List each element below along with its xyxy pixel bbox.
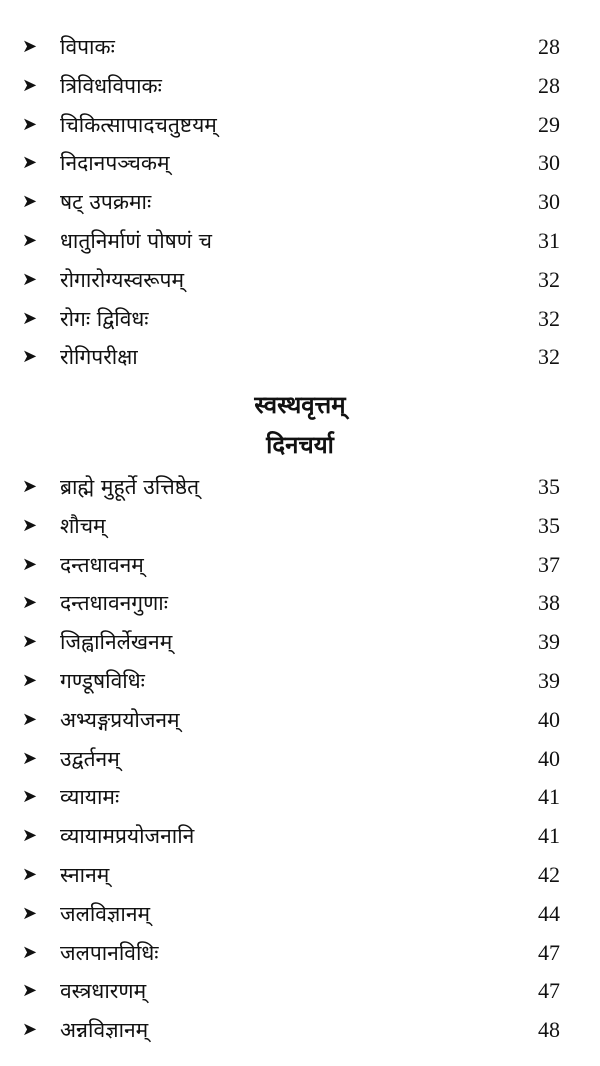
- entry-page-number: 47: [538, 978, 560, 1004]
- arrowhead-bullet-icon: ➤: [22, 863, 38, 885]
- arrowhead-bullet-icon: ➤: [22, 113, 38, 135]
- entry-page-number: 44: [538, 900, 560, 926]
- entry-title: धातुनिर्माणं पोषणं च: [60, 228, 212, 253]
- entry-page-number: 41: [538, 784, 560, 810]
- arrowhead-bullet-icon: ➤: [22, 152, 38, 174]
- toc-entry: [0, 468, 600, 507]
- arrowhead-bullet-icon: ➤: [22, 229, 38, 251]
- toc-entry: [0, 67, 600, 106]
- entry-page-number: 30: [538, 150, 560, 176]
- entry-page-number: 41: [538, 823, 560, 849]
- arrowhead-bullet-icon: ➤: [22, 476, 38, 497]
- entry-title: विपाकः: [60, 35, 115, 59]
- subsection-heading: दिनचर्या: [266, 430, 334, 459]
- entry-page-number: 38: [538, 590, 560, 616]
- entry-title: व्यायामः: [60, 785, 120, 810]
- entry-title: गण्डूषविधिः: [60, 668, 145, 693]
- entry-title: उद्वर्तनम्: [60, 746, 120, 771]
- entry-title: जलपानविधिः: [60, 940, 159, 965]
- toc-entry: [0, 261, 600, 300]
- toc-entry: [0, 778, 600, 817]
- entry-page-number: 39: [538, 667, 560, 693]
- toc-entry: [0, 1011, 600, 1050]
- entry-page-number: 42: [538, 861, 560, 887]
- toc-entry: [0, 338, 600, 377]
- arrowhead-bullet-icon: ➤: [22, 36, 38, 57]
- entry-title: षट् उपक्रमाः: [60, 190, 152, 215]
- toc-entry: [0, 623, 600, 662]
- entry-title: अन्नविज्ञानम्: [60, 1018, 149, 1043]
- toc-list-part-1: [0, 28, 600, 377]
- toc-entry: [0, 584, 600, 623]
- entry-page-number: 31: [538, 227, 560, 253]
- arrowhead-bullet-icon: ➤: [22, 1019, 38, 1041]
- entry-page-number: 32: [538, 266, 560, 292]
- toc-entry: [0, 106, 600, 145]
- toc-entry: [0, 222, 600, 261]
- arrowhead-bullet-icon: ➤: [22, 74, 38, 96]
- entry-page-number: 40: [538, 745, 560, 771]
- toc-entry: [0, 662, 600, 701]
- entry-page-number: 32: [538, 344, 560, 370]
- arrowhead-bullet-icon: ➤: [22, 941, 38, 963]
- entry-title: शौचम्: [60, 513, 106, 538]
- arrowhead-bullet-icon: ➤: [22, 902, 38, 924]
- entry-title: अभ्यङ्गप्रयोजनम्: [60, 707, 180, 732]
- entry-title: निदानपञ्चकम्: [60, 151, 170, 176]
- entry-title: चिकित्सापादचतुष्टयम्: [60, 112, 217, 137]
- toc-entry: [0, 740, 600, 779]
- arrowhead-bullet-icon: ➤: [22, 631, 38, 653]
- toc-entry: [0, 507, 600, 546]
- arrowhead-bullet-icon: ➤: [22, 307, 38, 329]
- arrowhead-bullet-icon: ➤: [22, 708, 38, 730]
- entry-page-number: 48: [538, 1017, 560, 1043]
- entry-page-number: 28: [538, 34, 560, 59]
- entry-page-number: 37: [538, 551, 560, 577]
- entry-page-number: 32: [538, 305, 560, 331]
- entry-title: रोगः द्विविधः: [60, 306, 149, 331]
- arrowhead-bullet-icon: ➤: [22, 268, 38, 290]
- entry-page-number: 29: [538, 111, 560, 137]
- arrowhead-bullet-icon: ➤: [22, 747, 38, 769]
- entry-title: व्यायामप्रयोजनानि: [60, 824, 195, 849]
- entry-title: रोगिपरीक्षा: [60, 345, 138, 370]
- toc-entry: [0, 895, 600, 934]
- toc-entry: [0, 701, 600, 740]
- entry-page-number: 30: [538, 189, 560, 215]
- arrowhead-bullet-icon: ➤: [22, 786, 38, 808]
- toc-entry: [0, 300, 600, 339]
- toc-entry: [0, 972, 600, 1011]
- entry-title: जलविज्ञानम्: [60, 901, 151, 926]
- entry-page-number: 47: [538, 939, 560, 965]
- toc-entry: [0, 546, 600, 585]
- entry-title: ब्राह्मे मुहूर्ते उत्तिष्ठेत्: [60, 475, 200, 499]
- arrowhead-bullet-icon: ➤: [22, 980, 38, 1002]
- arrowhead-bullet-icon: ➤: [22, 514, 38, 536]
- entry-page-number: 35: [538, 512, 560, 538]
- toc-entry: [0, 144, 600, 183]
- arrowhead-bullet-icon: ➤: [22, 346, 38, 368]
- entry-title: त्रिविधविपाकः: [60, 73, 162, 98]
- entry-page-number: 28: [538, 72, 560, 98]
- arrowhead-bullet-icon: ➤: [22, 669, 38, 691]
- toc-entry: [0, 183, 600, 222]
- entry-title: वस्त्रधारणम्: [60, 979, 147, 1004]
- toc-entry: [0, 934, 600, 973]
- arrowhead-bullet-icon: ➤: [22, 592, 38, 614]
- arrowhead-bullet-icon: ➤: [22, 191, 38, 213]
- entry-title: दन्तधावनगुणाः: [60, 591, 168, 616]
- entry-page-number: 40: [538, 706, 560, 732]
- toc-list-part-2: [0, 468, 600, 1050]
- toc-entry: [0, 817, 600, 856]
- entry-title: स्नानम्: [60, 862, 110, 887]
- toc-entry: [0, 856, 600, 895]
- entry-title: रोगारोग्यस्वरूपम्: [60, 267, 185, 292]
- entry-page-number: 35: [538, 474, 560, 499]
- entry-title: दन्तधावनम्: [60, 552, 144, 577]
- entry-page-number: 39: [538, 629, 560, 655]
- section-heading: स्वस्थवृत्तम्: [254, 390, 346, 419]
- toc-entry: [0, 28, 600, 67]
- arrowhead-bullet-icon: ➤: [22, 825, 38, 847]
- entry-title: जिह्वानिर्लेखनम्: [60, 630, 173, 655]
- arrowhead-bullet-icon: ➤: [22, 553, 38, 575]
